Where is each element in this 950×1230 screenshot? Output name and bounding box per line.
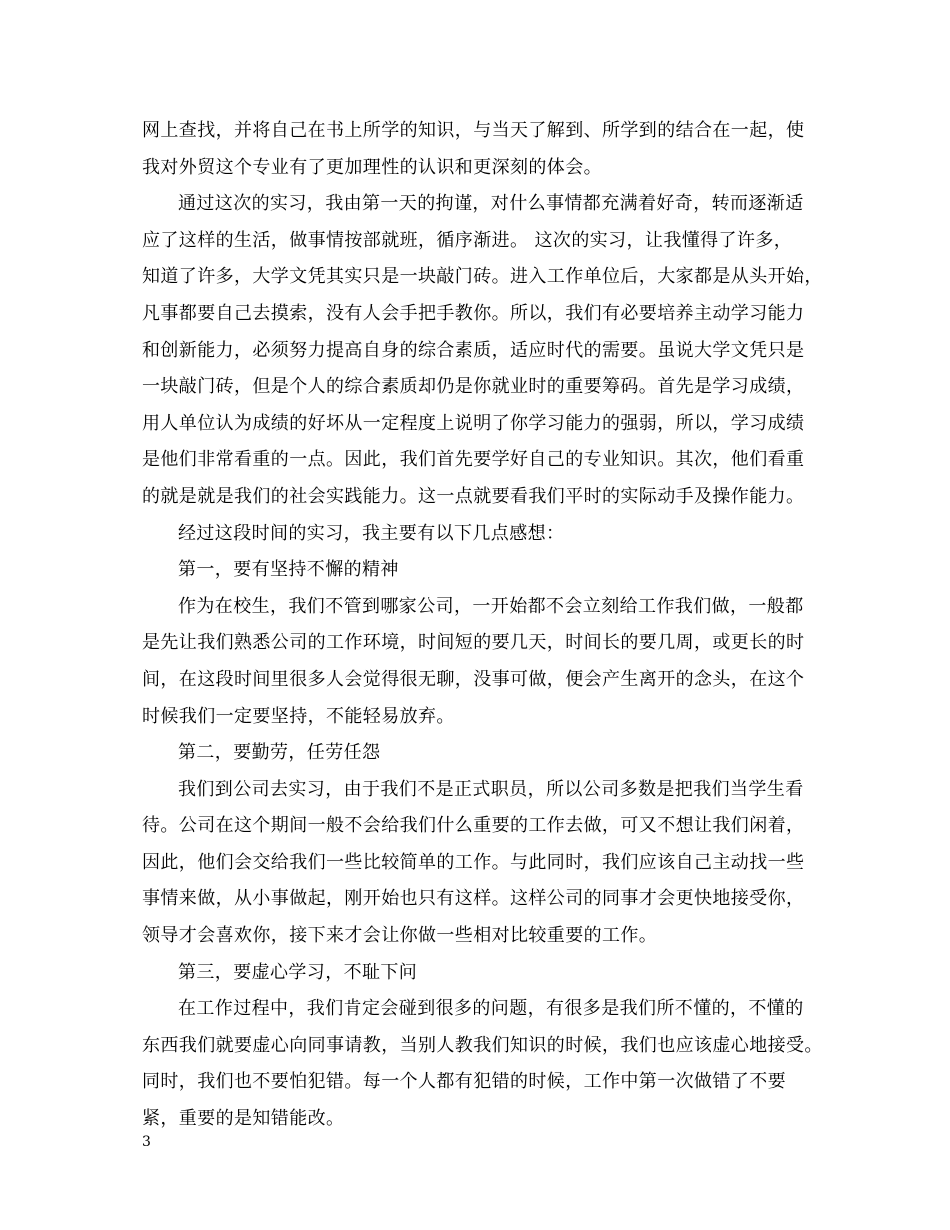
text-line: 间，在这段时间里很多人会觉得很无聊，没事可做，便会产生离开的念头，在这个 [142, 668, 805, 690]
section-heading: 第一，要有坚持不懈的精神 [178, 559, 399, 581]
text-line: 是先让我们熟悉公司的工作环境，时间短的要几天，时间长的要几周，或更长的时 [142, 632, 805, 654]
paragraph-start-line: 经过这段时间的实习，我主要有以下几点感想： [178, 522, 565, 544]
text-line: 一块敲门砖，但是个人的综合素质却仍是你就业时的重要筹码。首先是学习成绩， [142, 376, 805, 398]
body-text [142, 113, 842, 1138]
page-number: 3 [142, 1134, 151, 1150]
text-line: 紧，重要的是知错能改。 [142, 1108, 345, 1130]
text-line: 的就是就是我们的社会实践能力。这一点就要看我们平时的实际动手及操作能力。 [142, 485, 805, 507]
section-heading: 第三，要虚心学习，不耻下问 [178, 961, 418, 983]
paragraph-start-line: 在工作过程中，我们肯定会碰到很多的问题，有很多是我们所不懂的，不懂的 [178, 998, 804, 1020]
text-line: 因此，他们会交给我们一些比较简单的工作。与此同时，我们应该自己主动找一些 [142, 851, 805, 873]
text-line: 网上查找，并将自己在书上所学的知识，与当天了解到、所学到的结合在一起，使 [142, 120, 805, 141]
text-line: 用人单位认为成绩的好坏从一定程度上说明了你学习能力的强弱，所以，学习成绩 [142, 412, 805, 434]
text-line: 事情来做，从小事做起，刚开始也只有这样。这样公司的同事才会更快地接受你， [142, 888, 805, 910]
text-line: 东西我们就要虚心向同事请教，当别人教我们知识的时候，我们也应该虚心地接受。 [142, 1034, 823, 1056]
text-line: 时候我们一定要坚持，不能轻易放弃。 [142, 705, 455, 727]
text-line: 是他们非常看重的一点。因此，我们首先要学好自己的专业知识。其次，他们看重 [142, 449, 805, 471]
text-line: 同时，我们也不要怕犯错。每一个人都有犯错的时候，工作中第一次做错了不要 [142, 1071, 786, 1093]
text-line: 领导才会喜欢你，接下来才会让你做一些相对比较重要的工作。 [142, 925, 658, 947]
text-line: 和创新能力，必须努力提高自身的综合素质，适应时代的需要。虽说大学文凭只是 [142, 339, 805, 361]
paragraph-start-line: 作为在校生，我们不管到哪家公司，一开始都不会立刻给工作我们做，一般都 [178, 595, 804, 617]
text-line: 待。公司在这个期间一般不会给我们什么重要的工作去做，可又不想让我们闲着， [142, 815, 805, 837]
paragraph-start-line: 我们到公司去实习，由于我们不是正式职员，所以公司多数是把我们当学生看 [178, 778, 804, 800]
text-line: 我对外贸这个专业有了更加理性的认识和更深刻的体会。 [142, 156, 602, 178]
text-line: 知道了许多，大学文凭其实只是一块敲门砖。进入工作单位后，大家都是从头开始， [142, 266, 823, 288]
paragraph-start-line: 通过这次的实习，我由第一天的拘谨，对什么事情都充满着好奇，转而逐渐适 [178, 193, 804, 215]
text-line: 凡事都要自己去摸索，没有人会手把手教你。所以，我们有必要培养主动学习能力 [142, 302, 805, 324]
section-heading: 第二，要勤劳，任劳任怨 [178, 742, 381, 764]
text-line: 应了这样的生活，做事情按部就班，循序渐进。 这次的实习，让我懂得了许多， [142, 229, 793, 251]
